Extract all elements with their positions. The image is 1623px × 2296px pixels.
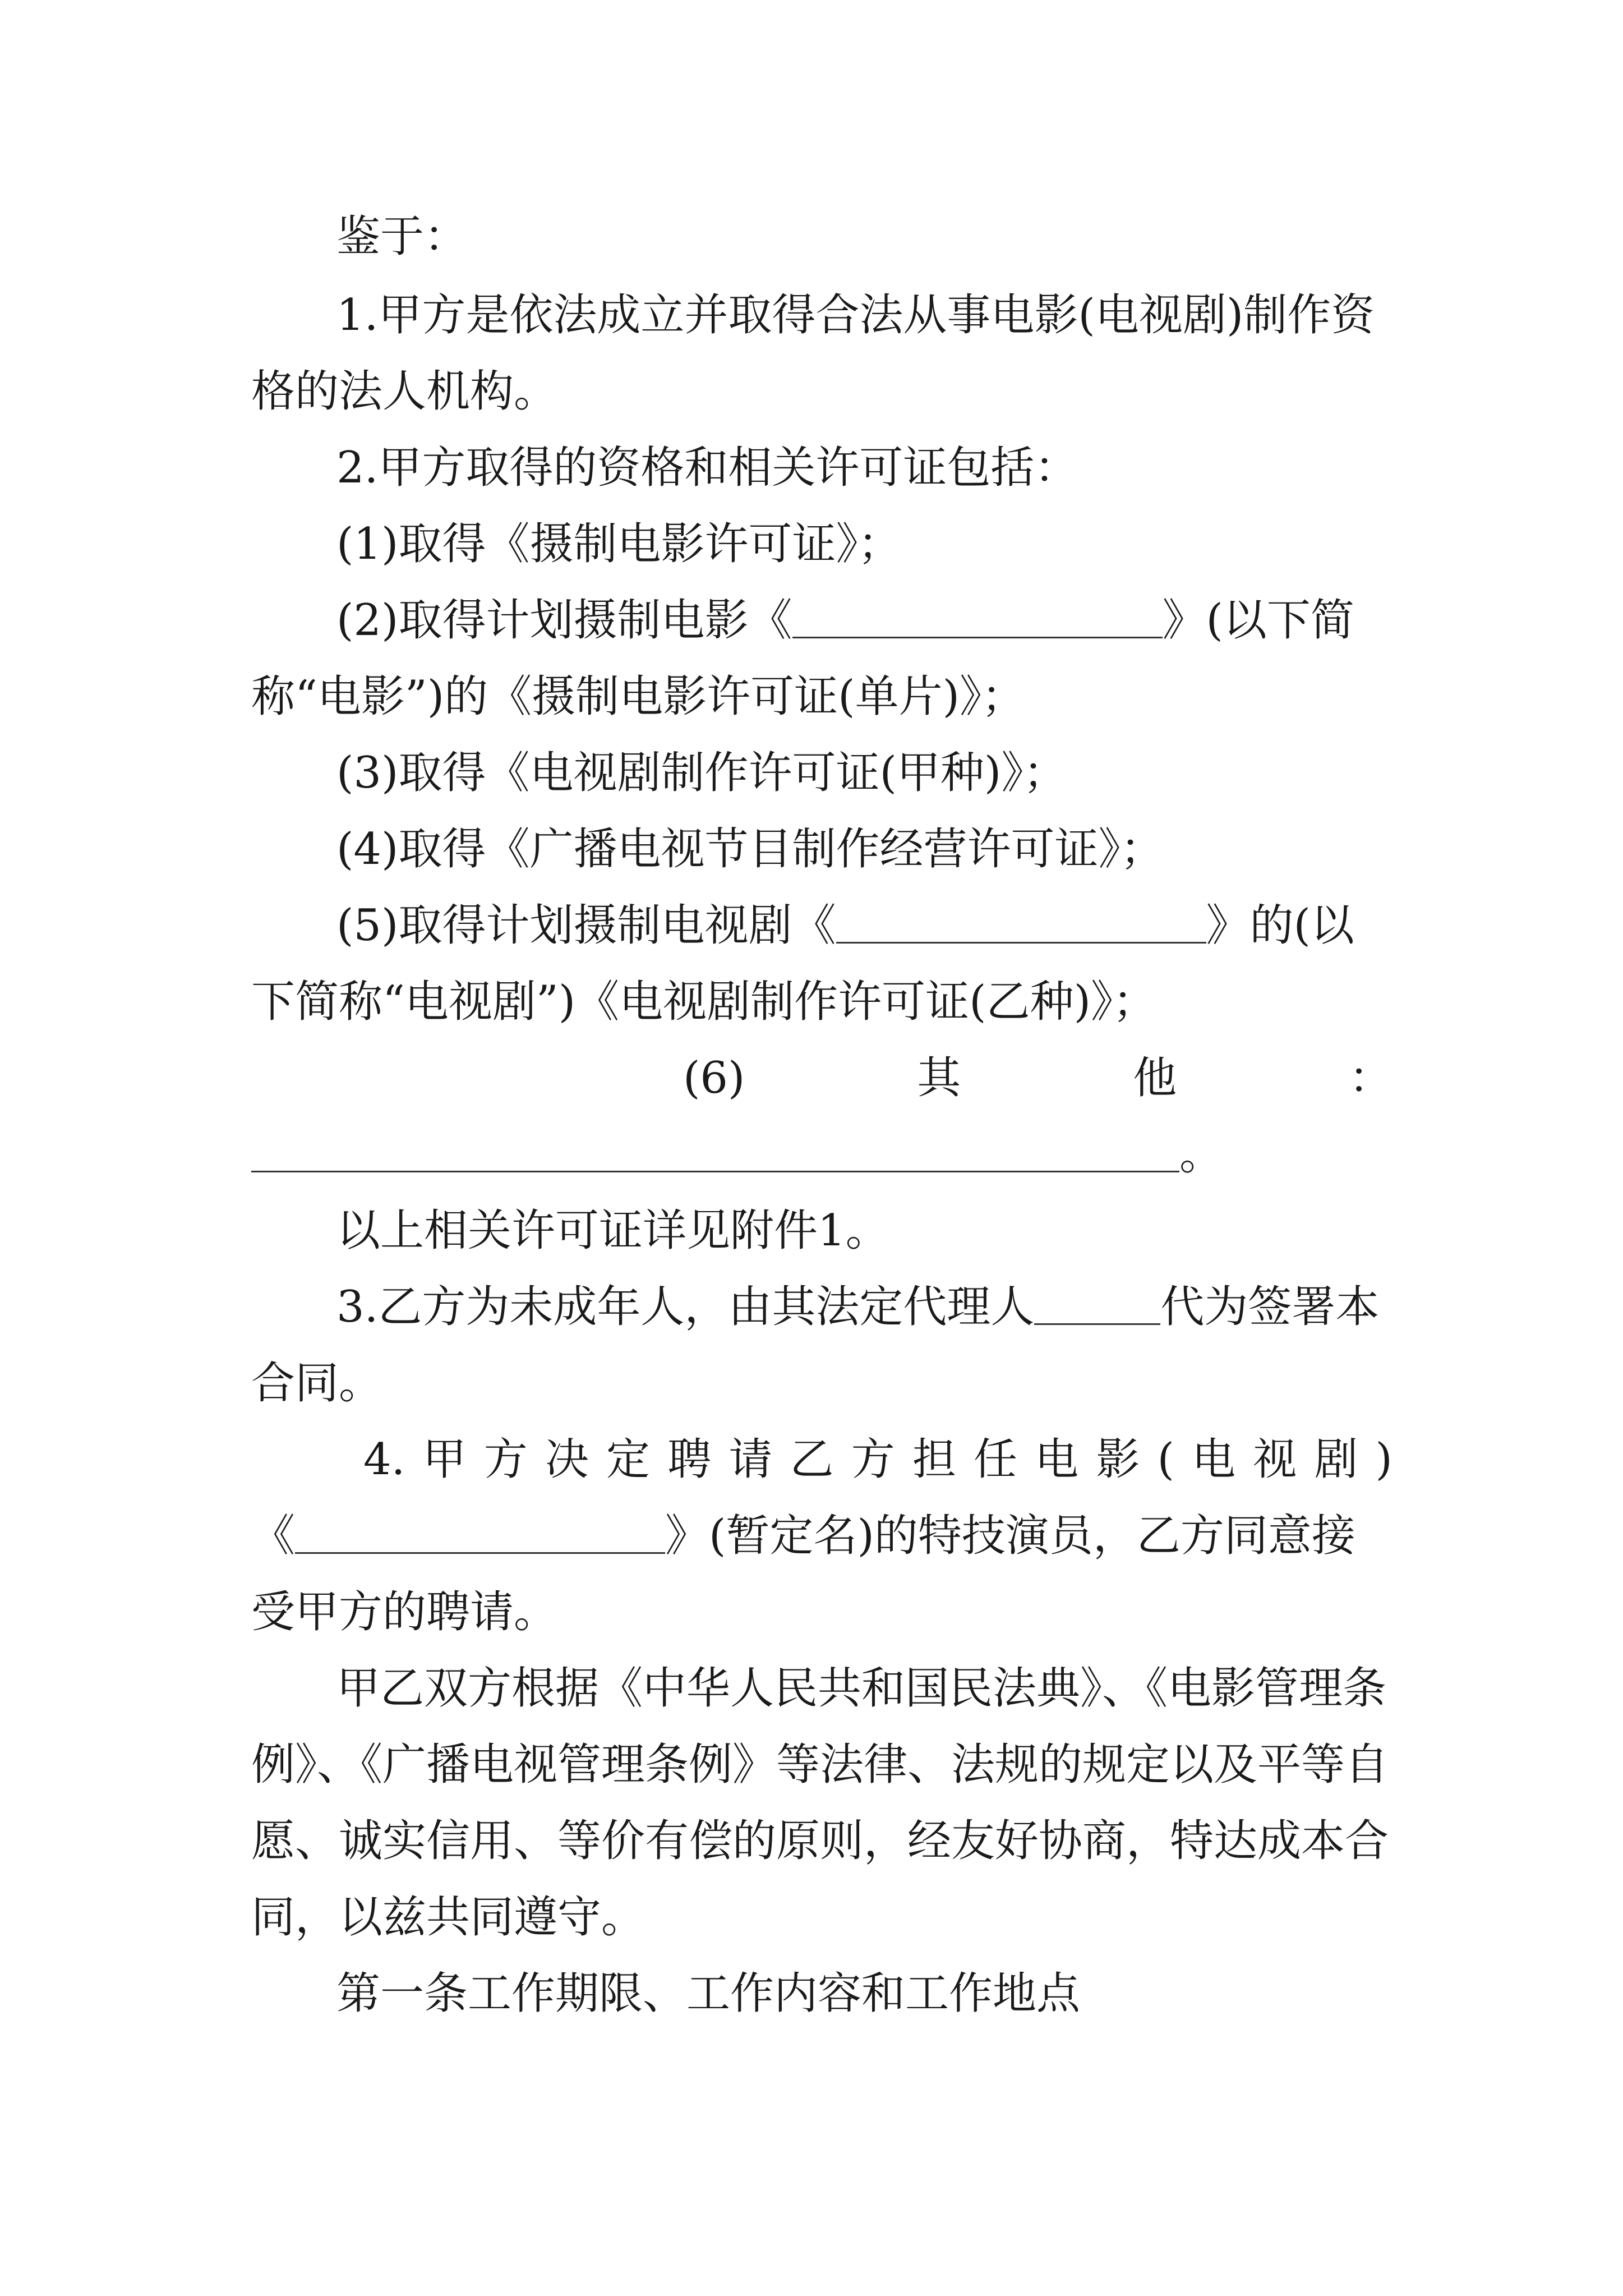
paragraph-item-4-line-2 bbox=[251, 1507, 1393, 1565]
license-item-5-text-before: (5)取得计划摄制电视剧《 bbox=[336, 900, 836, 951]
legal-basis-line-1: 甲乙双方根据《中华人民共和国民法典》、《电影管理条 bbox=[336, 1663, 1387, 1714]
paragraph-item-3-text-before: 3.乙方为未成年人，由其法定代理人 bbox=[336, 1282, 1035, 1332]
paragraph-item-1-line-2: 格的法人机构。 bbox=[251, 366, 558, 417]
license-item-1: (1)取得《摄制电影许可证》； bbox=[336, 519, 902, 569]
license-item-2-text-before: (2)取得计划摄制电影《 bbox=[336, 595, 792, 646]
paragraph-item-3-text-after: 代为签署本 bbox=[1160, 1282, 1380, 1332]
tv-series-title-blank bbox=[836, 942, 1206, 944]
license-item-5-line-2: 下简称“电视剧”)《电视剧制作许可证(乙种)》； bbox=[251, 977, 1157, 1027]
paragraph-item-4-line-3: 受甲方的聘请。 bbox=[251, 1587, 558, 1637]
legal-representative-blank bbox=[1034, 1323, 1160, 1325]
license-item-5-line-1 bbox=[251, 896, 1393, 955]
paragraph-item-4-text-before: 《 bbox=[251, 1511, 296, 1561]
license-item-5-text-after: 》的(以 bbox=[1206, 900, 1354, 951]
license-item-2-text-after: 》(以下简 bbox=[1162, 595, 1354, 646]
paragraph-item-4-text-after: 》(暂定名)的特技演员，乙方同意接 bbox=[665, 1511, 1355, 1561]
legal-basis-line-4: 同，以兹共同遵守。 bbox=[251, 1892, 645, 1943]
license-item-6-line-2 bbox=[251, 1125, 1393, 1184]
license-item-6-text-after: 。 bbox=[1179, 1129, 1224, 1180]
paragraph-item-1-line-1: 1.甲方是依法成立并取得合法从事电影(电视剧)制作资 bbox=[336, 290, 1375, 341]
legal-basis-line-2: 例》、《广播电视管理条例》等法律、法规的规定以及平等自 bbox=[251, 1740, 1389, 1790]
license-item-2-line-2: 称“电影”)的《摄制电影许可证(单片)》； bbox=[251, 671, 1026, 722]
other-licenses-blank bbox=[251, 1171, 1179, 1172]
license-item-2-line-1 bbox=[251, 591, 1393, 650]
article-1-heading: 第一条工作期限、工作内容和工作地点 bbox=[336, 1968, 1081, 2019]
paragraph-whereas: 鉴于： bbox=[336, 211, 468, 262]
license-item-6-line-1: (6)其他： bbox=[683, 1053, 1393, 1103]
production-title-blank bbox=[295, 1552, 665, 1554]
license-item-3: (3)取得《电视剧制作许可证(甲种)》； bbox=[336, 748, 1067, 798]
license-item-4: (4)取得《广播电视节目制作经营许可证》； bbox=[336, 824, 1164, 875]
paragraph-item-4-line-1: 4.甲方决定聘请乙方担任电影(电视剧) bbox=[363, 1434, 1393, 1485]
paragraph-item-3-line-1 bbox=[251, 1278, 1393, 1336]
attachment-note: 以上相关许可证详见附件1。 bbox=[336, 1205, 889, 1256]
paragraph-item-3-line-2: 合同。 bbox=[251, 1358, 383, 1409]
legal-basis-line-3: 愿、诚实信用、等价有偿的原则，经友好协商，特达成本合 bbox=[251, 1816, 1389, 1866]
paragraph-item-2: 2.甲方取得的资格和相关许可证包括： bbox=[336, 443, 1078, 493]
film-title-blank bbox=[792, 637, 1163, 638]
